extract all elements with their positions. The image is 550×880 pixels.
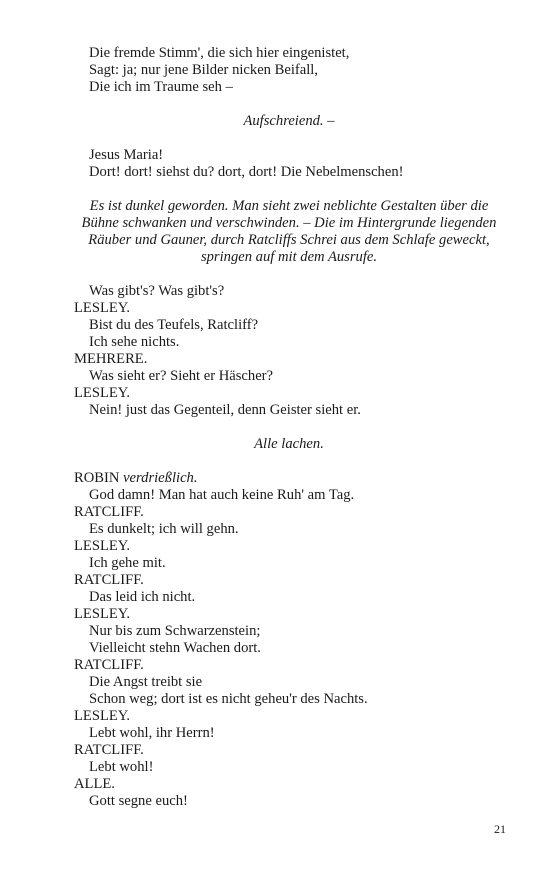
- stage-direction-line: Räuber und Gauner, durch Ratcliffs Schrei aus dem Schlafe geweckt,: [88, 232, 490, 248]
- spacer: [74, 266, 504, 283]
- speaker-name: LESLEY.: [74, 538, 131, 554]
- verse-line: Schon weg; dort ist es nicht geheu'r des Nachts.: [89, 691, 368, 707]
- inline-stage-direction: verdrießlich.: [123, 470, 198, 486]
- speaker-name: RATCLIFF.: [74, 742, 144, 758]
- verse-line: Nur bis zum Schwarzenstein;: [89, 623, 261, 639]
- spacer: [74, 419, 504, 436]
- verse-line: Lebt wohl, ihr Herrn!: [89, 725, 215, 741]
- speaker-name: MEHRERE.: [74, 351, 148, 367]
- stage-direction-block: [69, 198, 509, 266]
- verse-line: Dort! dort! siehst du? dort, dort! Die Nebelmenschen!: [89, 164, 404, 180]
- verse-line: Die fremde Stimm', die sich hier eingenistet,: [89, 45, 350, 61]
- verse-line: Es dunkelt; ich will gehn.: [89, 521, 239, 537]
- verse-line: Sagt: ja; nur jene Bilder nicken Beifall,: [89, 62, 318, 78]
- stage-direction-line: springen auf mit dem Ausrufe.: [200, 249, 378, 265]
- speaker-name: LESLEY.: [74, 606, 131, 622]
- speaker-name: RATCLIFF.: [74, 657, 144, 673]
- speaker-name: ALLE.: [74, 776, 115, 792]
- verse-line: Ich gehe mit.: [89, 555, 166, 571]
- verse-line: Gott segne euch!: [89, 793, 188, 809]
- speaker-name: LESLEY.: [74, 385, 131, 401]
- speaker-name: LESLEY.: [74, 708, 131, 724]
- speaker-name: RATCLIFF.: [74, 572, 144, 588]
- verse-line: Nein! just das Gegenteil, denn Geister sieht er.: [89, 402, 361, 418]
- page-number: 21: [494, 822, 506, 836]
- stage-direction: Aufschreiend. –: [243, 113, 335, 129]
- verse-line: Bist du des Teufels, Ratcliff?: [89, 317, 259, 333]
- verse-line: God damn! Man hat auch keine Ruh' am Tag.: [89, 487, 355, 503]
- stage-direction-line: Bühne schwanken und verschwinden. – Die im Hintergrunde liegenden: [81, 215, 497, 231]
- verse-line: Ich sehe nichts.: [89, 334, 180, 350]
- speaker-line-robin: [74, 470, 504, 487]
- stage-direction: Alle lachen.: [254, 436, 324, 452]
- speaker-name: LESLEY.: [74, 300, 131, 316]
- verse-line: Die Angst treibt sie: [89, 674, 203, 690]
- spacer: [74, 96, 504, 113]
- speaker-name: ROBIN: [74, 470, 120, 486]
- verse-line: Lebt wohl!: [89, 759, 154, 775]
- verse-line: Was sieht er? Sieht er Häscher?: [89, 368, 274, 384]
- speaker-name: RATCLIFF.: [74, 504, 144, 520]
- spacer: [74, 181, 504, 198]
- stage-direction-line: Es ist dunkel geworden. Man sieht zwei neblichte Gestalten über die: [89, 198, 489, 214]
- spacer: [74, 130, 504, 147]
- verse-line: Die ich im Traume seh –: [89, 79, 233, 95]
- verse-line: Jesus Maria!: [89, 147, 164, 163]
- verse-line: Das leid ich nicht.: [89, 589, 196, 605]
- verse-line: Was gibt's? Was gibt's?: [89, 283, 225, 299]
- spacer: [74, 453, 504, 470]
- drama-text: [74, 45, 504, 810]
- verse-line: Vielleicht stehn Wachen dort.: [89, 640, 261, 656]
